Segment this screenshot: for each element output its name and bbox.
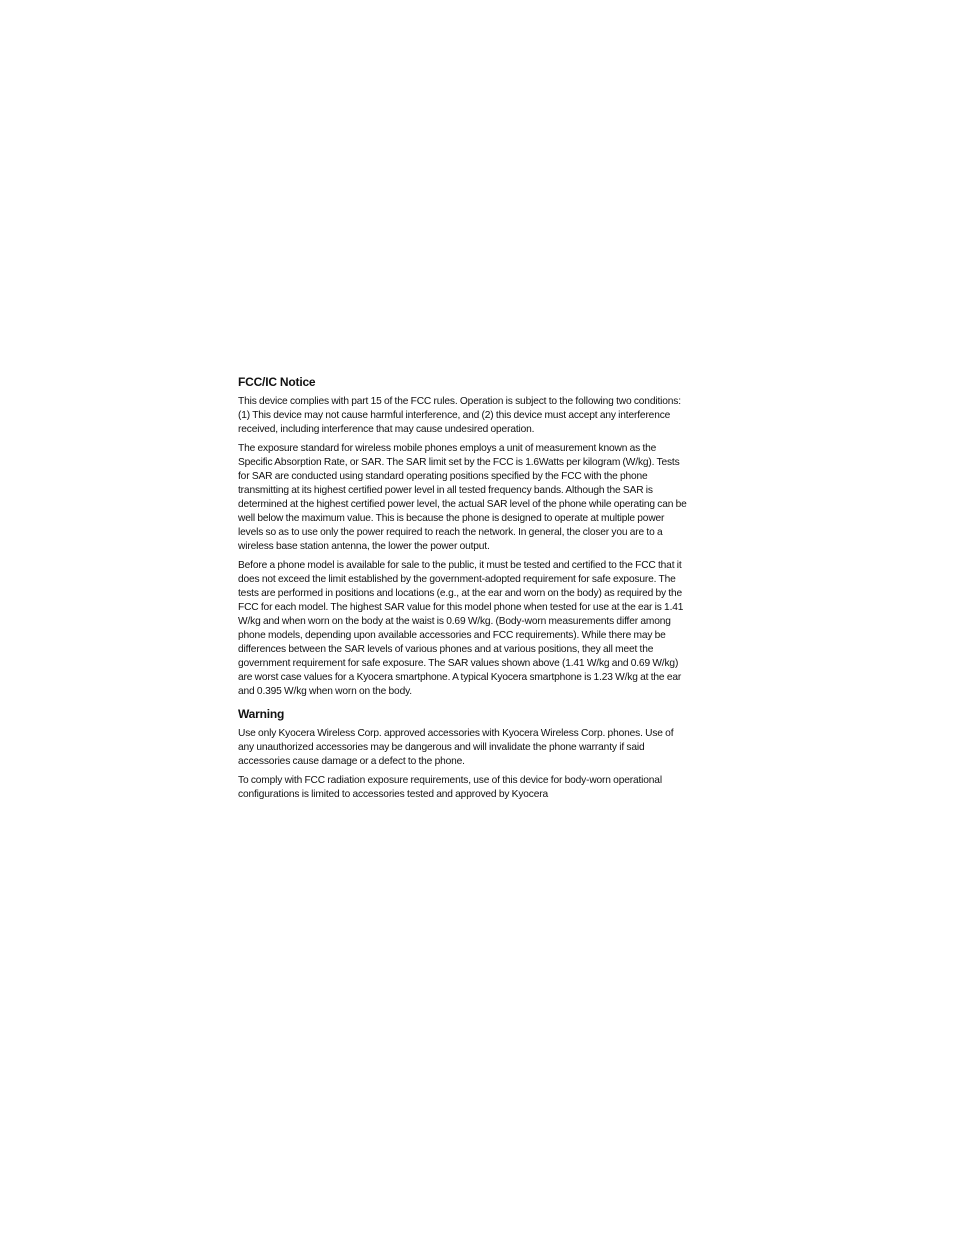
fcc-paragraph-compliance: This device complies with part 15 of the FCC rules. Operation is subject to the following two conditions: (1) This device may not cause harmful interference, and (2) this device must accept any interference received, including interference that may cause undesired operation. bbox=[238, 396, 681, 435]
fcc-notice-heading: FCC/IC Notice bbox=[238, 375, 316, 389]
fcc-paragraph-sar-standard: The exposure standard for wireless mobile phones employs a unit of measurement known as the Specific Absorption Rate, or SAR. The SAR limit set by the FCC is 1.6Watts per kilogram (W/kg). Tests for SAR are conducted using standard operating positions specified by the FCC with the phone transmitting at its highest certified power level in all tested frequency bands. Although the SAR is determined at the highest certified power level, the actual SAR level of the phone while operating can be well below the maximum value. This is because the phone is designed to operate at multiple power levels so as to use only the power required to reach the network. In general, the closer you are to a wireless base station antenna, the lower the power output. bbox=[238, 443, 687, 552]
warning-paragraph-accessories: Use only Kyocera Wireless Corp. approved accessories with Kyocera Wireless Corp. phones. Use of any unauthorized accessories may be dangerous and will invalidate the phone warranty if said accessories cause damage or a defect to the phone. bbox=[238, 728, 674, 767]
warning-paragraph-body-worn: To comply with FCC radiation exposure requirements, use of this device for body-worn operational configurations is limited to accessories tested and approved by Kyocera bbox=[238, 775, 662, 800]
fcc-paragraph-sar-values: Before a phone model is available for sale to the public, it must be tested and certified to the FCC that it does not exceed the limit established by the government-adopted requirement for safe exposure. The tests are performed in positions and locations (e.g., at the ear and worn on the body) as required by the FCC for each model. The highest SAR value for this model phone when tested for use at the ear is 1.41 W/kg and when worn on the body at the waist is 0.69 W/kg. (Body-worn measurements differ among phone models, depending upon available accessories and FCC requirements). While there may be differences between the SAR levels of various phones and at various positions, they all meet the government requirement for safe exposure. The SAR values shown above (1.41 W/kg and 0.69 W/kg) are worst case values for a Kyocera smartphone. A typical Kyocera smartphone is 1.23 W/kg at the ear and 0.395 W/kg when worn on the body. bbox=[238, 560, 684, 697]
warning-heading: Warning bbox=[238, 707, 285, 721]
document-page bbox=[238, 375, 690, 807]
